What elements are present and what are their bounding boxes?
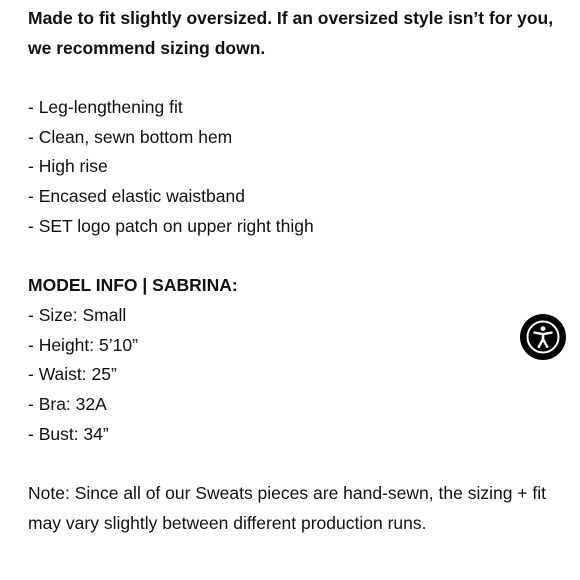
model-info-item: - Waist: 25” xyxy=(28,364,117,385)
model-info-item: - Size: Small xyxy=(28,304,127,325)
feature-item: - Encased elastic waistband xyxy=(28,186,245,207)
feature-item: - SET logo patch on upper right thigh xyxy=(28,215,314,236)
feature-item: - High rise xyxy=(28,156,108,177)
production-note: Note: Since all of our Sweats pieces are hand-sewn, the sizing + fit may vary slightly between different production runs. xyxy=(28,483,546,533)
model-info-item: - Bra: 32A xyxy=(28,393,107,414)
product-description xyxy=(28,4,558,538)
accessibility-icon xyxy=(526,320,560,354)
intro-line-2: we recommend sizing down. xyxy=(28,37,266,58)
feature-item: - Clean, sewn bottom hem xyxy=(28,126,233,147)
feature-item: - Leg-lengthening fit xyxy=(28,97,183,118)
model-info-item: - Height: 5’10” xyxy=(28,334,138,355)
model-info-item: - Bust: 34” xyxy=(28,423,109,444)
accessibility-button[interactable] xyxy=(520,314,566,360)
intro-line-1: Made to fit slightly oversized. If an oversized style isn’t for you, xyxy=(28,8,554,28)
model-info-heading: MODEL INFO | SABRINA: xyxy=(28,275,238,296)
